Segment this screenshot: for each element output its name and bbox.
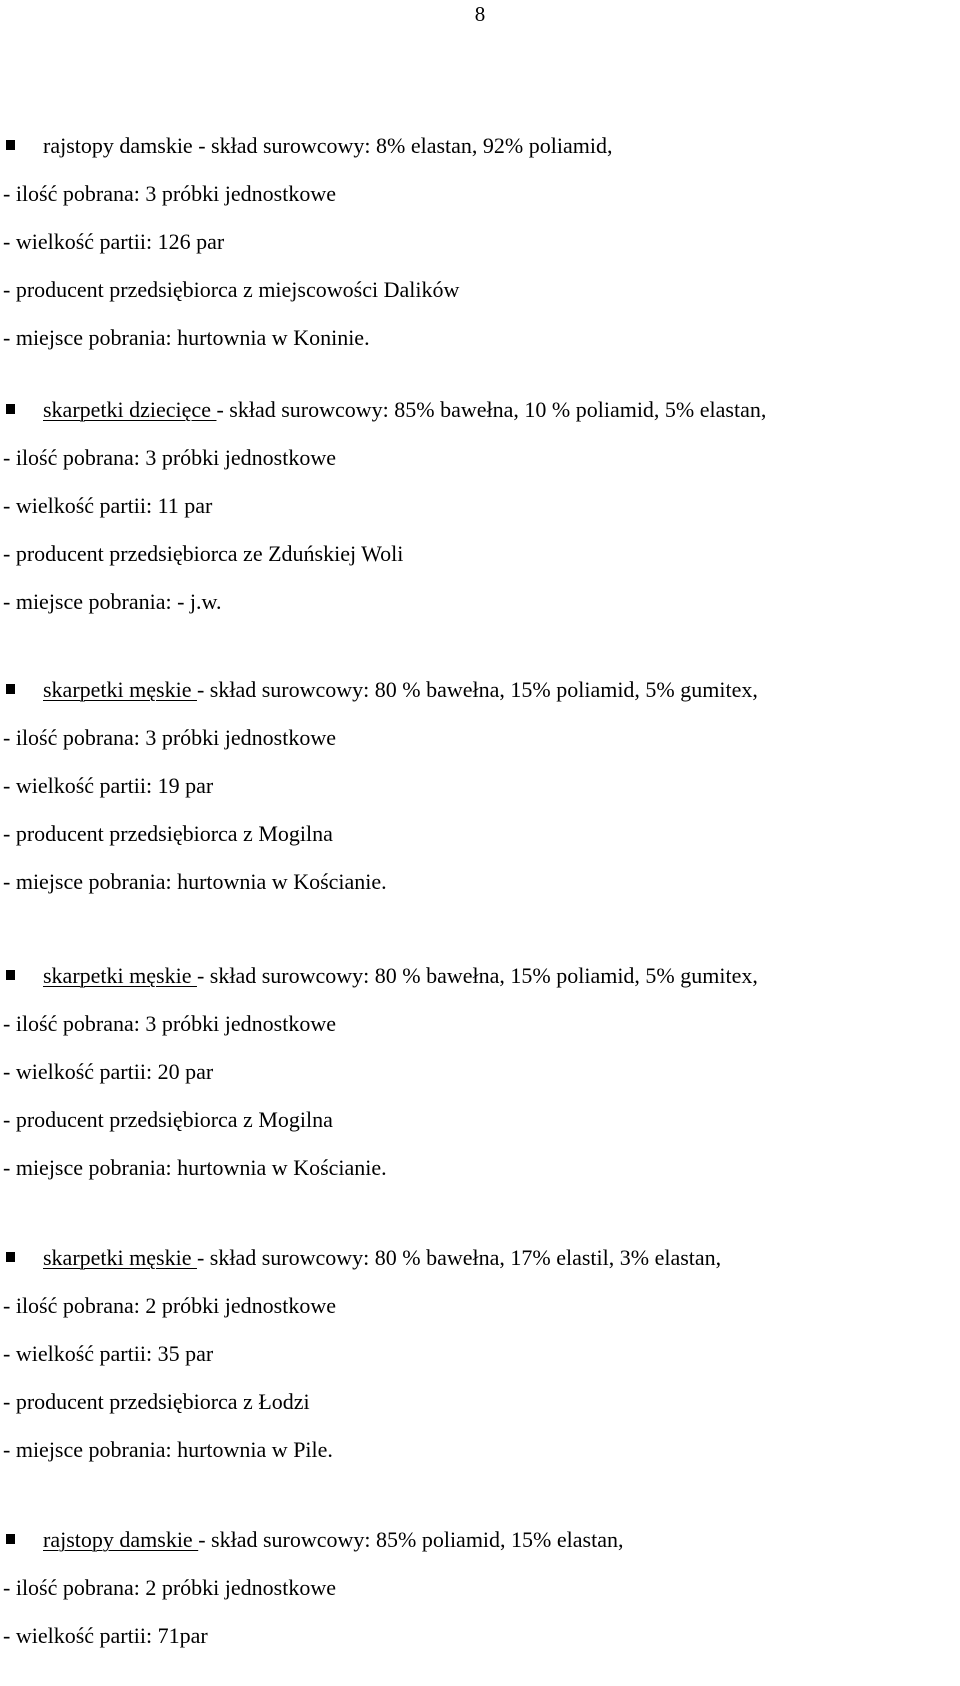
product-name: skarpetki męskie xyxy=(43,677,197,702)
detail-line: - miejsce pobrania: hurtownia w Pile. xyxy=(3,1437,333,1462)
square-bullet-icon xyxy=(6,404,15,414)
detail-line: - ilość pobrana: 2 próbki jednostkowe xyxy=(3,1293,336,1318)
sample-entry xyxy=(0,386,960,626)
detail-line: - ilość pobrana: 3 próbki jednostkowe xyxy=(3,445,336,470)
square-bullet-icon xyxy=(6,1534,15,1544)
detail-line: - ilość pobrana: 3 próbki jednostkowe xyxy=(3,181,336,206)
entry-lead-line xyxy=(0,122,960,170)
sample-entry xyxy=(0,666,960,906)
detail-line: - wielkość partii: 19 par xyxy=(3,773,214,798)
detail-line: - producent przedsiębiorca z miejscowości Dalików xyxy=(3,277,460,302)
detail-line: - ilość pobrana: 3 próbki jednostkowe xyxy=(3,725,336,750)
square-bullet-icon xyxy=(6,140,15,150)
detail-line: - wielkość partii: 11 par xyxy=(3,493,213,518)
sample-entry xyxy=(0,1516,960,1660)
detail-line: - producent przedsiębiorca z Mogilna xyxy=(3,1107,333,1132)
detail-line: - producent przedsiębiorca ze Zduńskiej Woli xyxy=(3,541,404,566)
detail-line: - wielkość partii: 126 par xyxy=(3,229,225,254)
composition-text: - skład surowcowy: 80 % bawełna, 15% poliamid, 5% gumitex, xyxy=(196,677,758,702)
entry-lead-line xyxy=(0,666,960,714)
composition-text: - skład surowcowy: 85% bawełna, 10 % poliamid, 5% elastan, xyxy=(216,397,767,422)
product-name: skarpetki męskie xyxy=(43,1245,197,1270)
detail-line: - wielkość partii: 35 par xyxy=(3,1341,214,1366)
detail-line: - producent przedsiębiorca z Łodzi xyxy=(3,1389,310,1414)
square-bullet-icon xyxy=(6,684,15,694)
detail-line: - miejsce pobrania: hurtownia w Kościanie. xyxy=(3,869,387,894)
composition-text: - skład surowcowy: 80 % bawełna, 15% poliamid, 5% gumitex, xyxy=(196,963,758,988)
entry-lead-line xyxy=(0,386,960,434)
detail-line: - miejsce pobrania: hurtownia w Kościanie. xyxy=(3,1155,387,1180)
sample-entry xyxy=(0,952,960,1192)
composition-text: - skład surowcowy: 80 % bawełna, 17% elastil, 3% elastan, xyxy=(196,1245,722,1270)
entry-lead-line xyxy=(0,1234,960,1282)
product-name: skarpetki męskie xyxy=(43,963,197,988)
detail-line: - ilość pobrana: 2 próbki jednostkowe xyxy=(3,1575,336,1600)
entry-lead-line xyxy=(0,952,960,1000)
detail-line: - producent przedsiębiorca z Mogilna xyxy=(3,821,333,846)
composition-text: rajstopy damskie - skład surowcowy: 8% elastan, 92% poliamid, xyxy=(43,133,613,158)
product-name: rajstopy damskie xyxy=(43,1527,199,1552)
detail-line: - miejsce pobrania: - j.w. xyxy=(3,589,222,614)
detail-line: - ilość pobrana: 3 próbki jednostkowe xyxy=(3,1011,336,1036)
product-name: skarpetki dziecięce xyxy=(43,397,217,422)
page-number: 8 xyxy=(474,2,486,26)
square-bullet-icon xyxy=(6,970,15,980)
sample-entry xyxy=(0,122,960,362)
detail-line: - wielkość partii: 71par xyxy=(3,1623,208,1648)
detail-line: - miejsce pobrania: hurtownia w Koninie. xyxy=(3,325,370,350)
detail-line: - wielkość partii: 20 par xyxy=(3,1059,214,1084)
entry-lead-line xyxy=(0,1516,960,1564)
square-bullet-icon xyxy=(6,1252,15,1262)
sample-entry xyxy=(0,1234,960,1474)
composition-text: - skład surowcowy: 85% poliamid, 15% elastan, xyxy=(198,1527,624,1552)
